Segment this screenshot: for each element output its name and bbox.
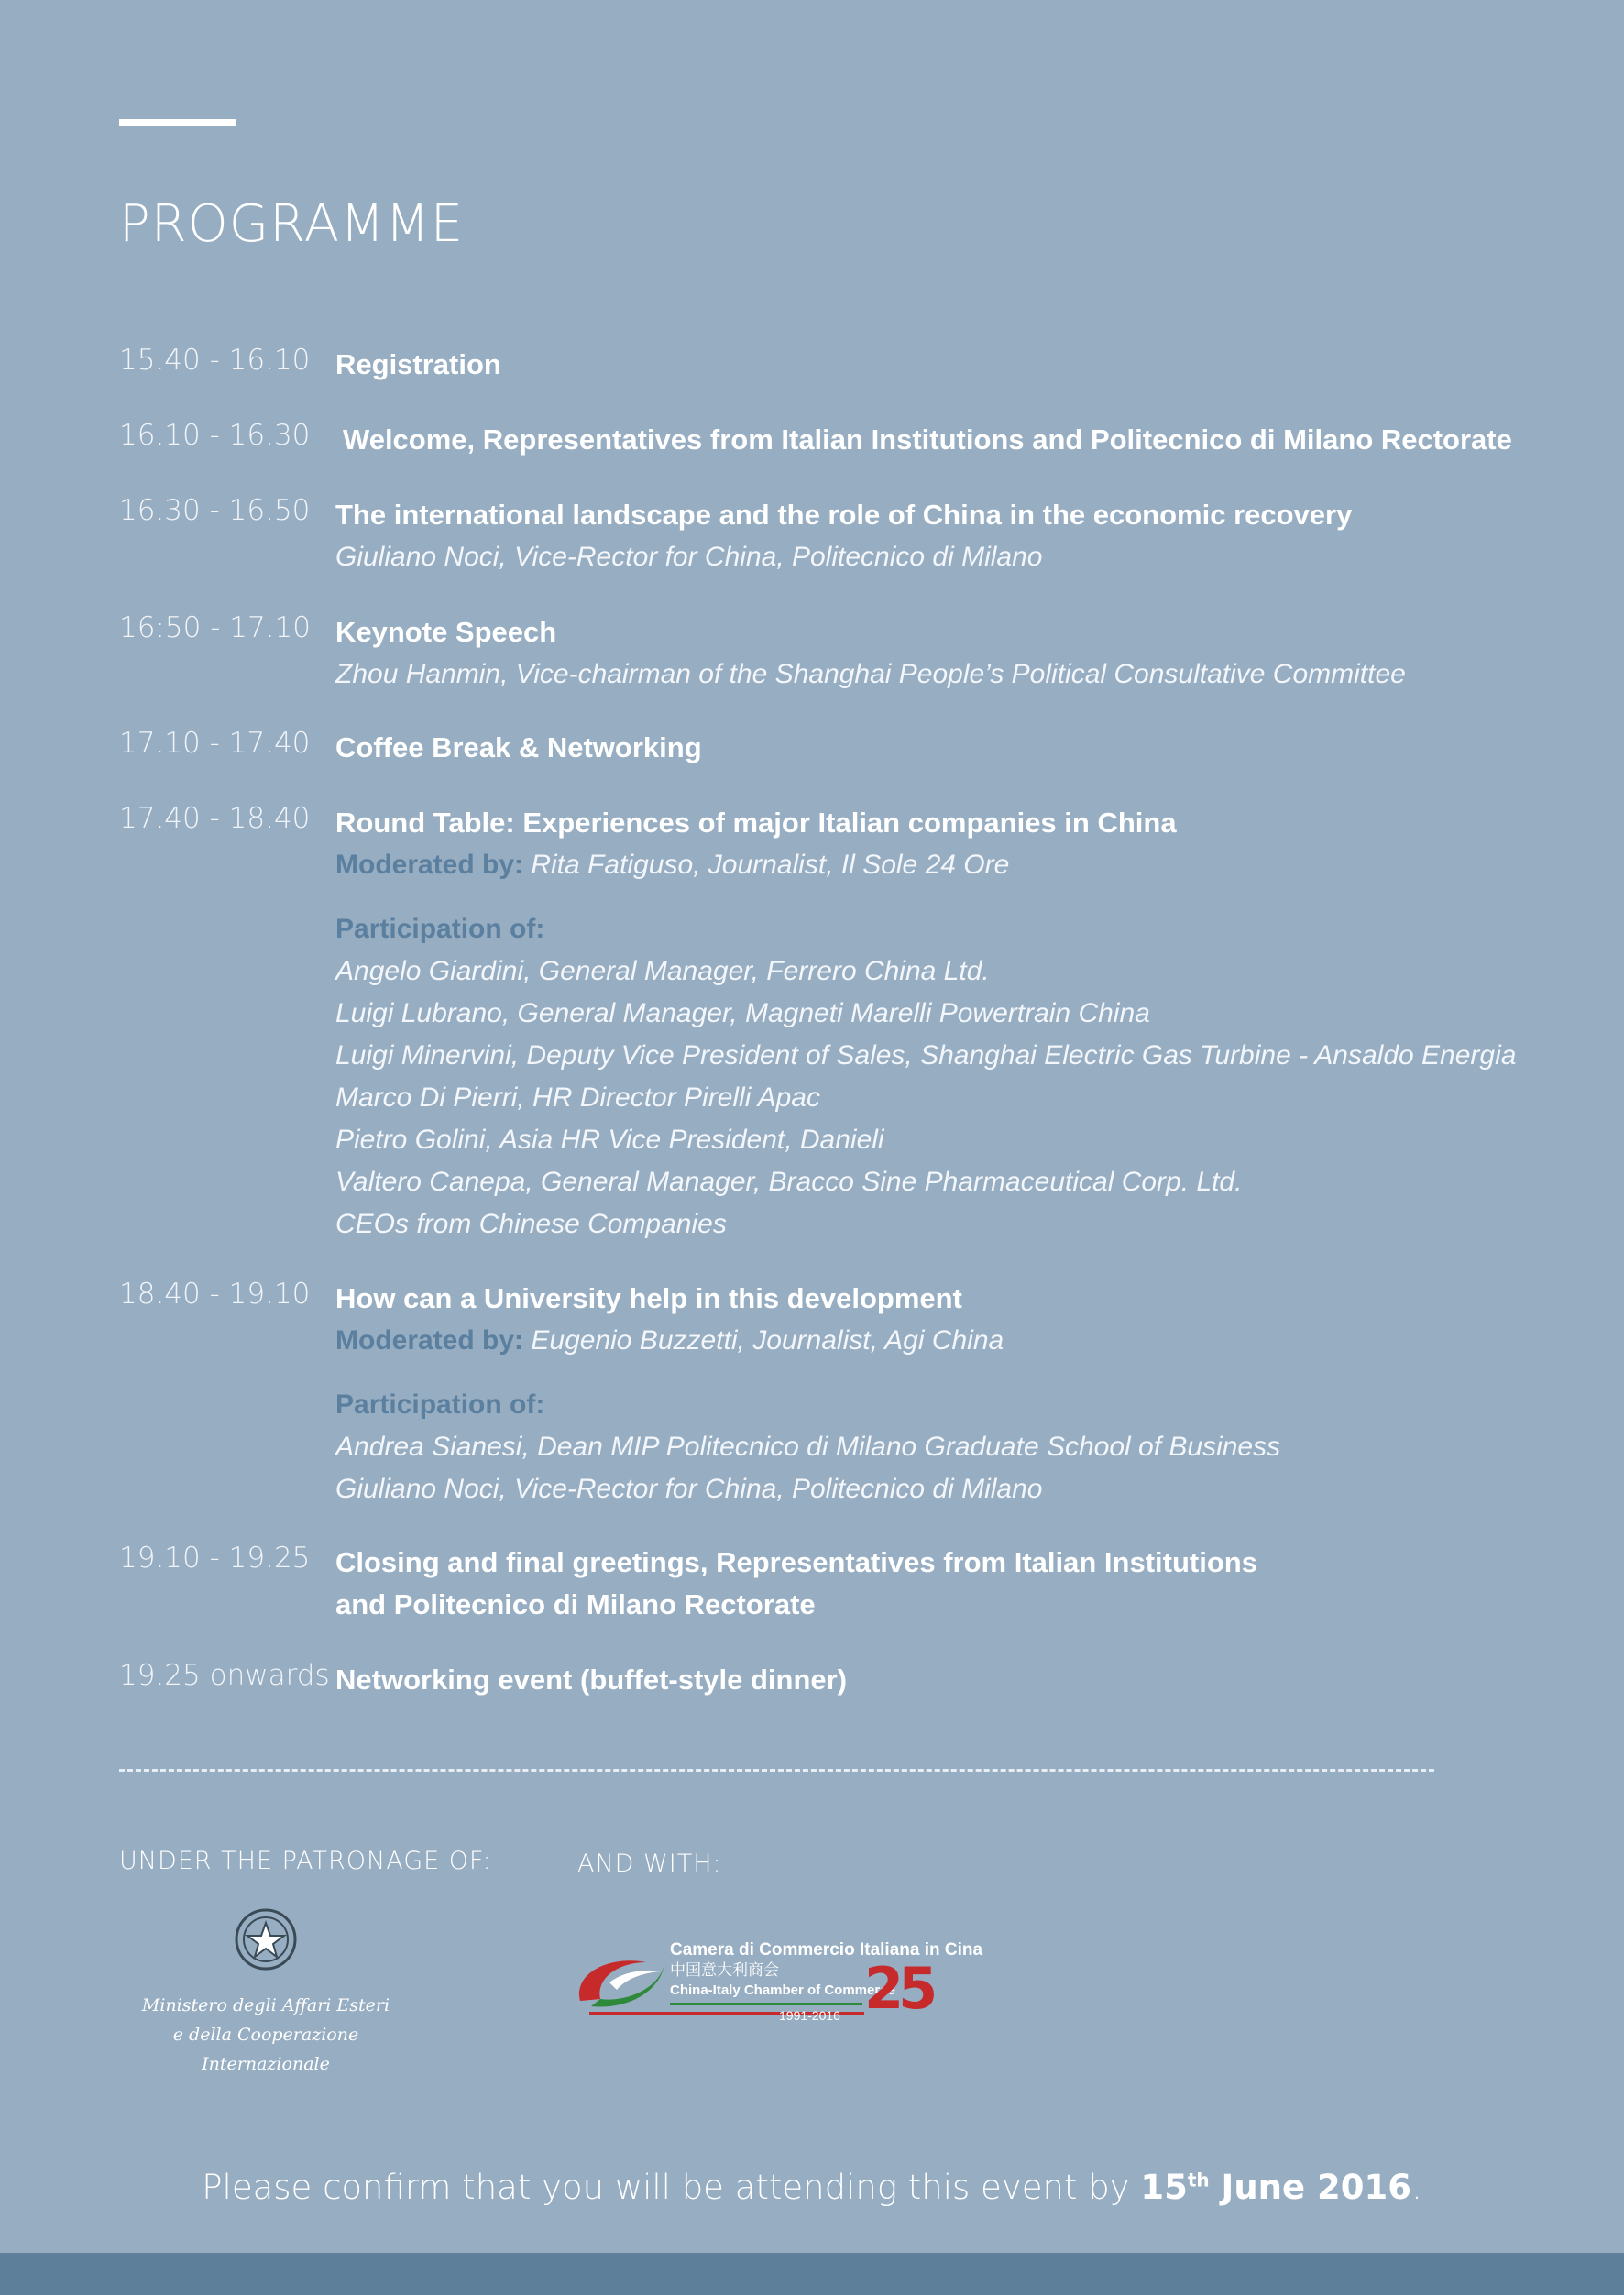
moderator-name: Rita Fatiguso, Journalist, Il Sole 24 Ore: [531, 850, 1010, 880]
chamber-line2: 中国意大利商会: [670, 1961, 779, 1979]
dashed-divider: [119, 1769, 1434, 1772]
row-title: Welcome, Representatives from Italian Institutions and Politecnico di Milano Rectorate: [343, 423, 1512, 456]
participant: Luigi Minervini, Deputy Vice President of Sales, Shanghai Electric Gas Turbine - Ansaldo Energia: [335, 1040, 1517, 1071]
row-moderator: [335, 844, 1554, 886]
confirm-ordinal: th: [1187, 2169, 1210, 2191]
row-moderator: [335, 1320, 1554, 1362]
row-time: 19.25 onwards: [119, 1659, 330, 1692]
chamber-anniversary: 25: [864, 1955, 933, 2022]
confirm-date: [1140, 2168, 1411, 2207]
chamber-years: 1991-2016: [779, 2008, 840, 2023]
chamber-line1: Camera di Commercio Italiana in Cina: [670, 1940, 983, 1960]
footer-bar: [0, 2253, 1624, 2295]
confirm-end: .: [1410, 2168, 1422, 2207]
ministry-line1: Ministero degli Affari Esteri: [141, 1995, 390, 2015]
row-time: 19.10 - 19.25: [119, 1542, 311, 1575]
row-speaker: Giuliano Noci, Vice-Rector for China, Politecnico di Milano: [335, 542, 1043, 572]
row-title-cont: and Politecnico di Milano Rectorate: [335, 1588, 816, 1620]
patronage-label: UNDER THE PATRONAGE OF:: [119, 1847, 492, 1875]
row-title: Closing and final greetings, Representatives from Italian Institutions: [335, 1546, 1257, 1578]
confirm-text: [0, 2168, 1624, 2207]
row-title: Registration: [335, 348, 501, 380]
row-time: 18.40 - 19.10: [119, 1278, 311, 1311]
participant: Valtero Canepa, General Manager, Bracco Sine Pharmaceutical Corp. Ltd.: [335, 1167, 1243, 1197]
participation-label: Participation of:: [335, 914, 545, 944]
ministry-logo: [128, 1906, 403, 2074]
andwith-label: AND WITH:: [577, 1850, 722, 1878]
confirm-month-year: June 2016: [1209, 2168, 1411, 2207]
page-title: PROGRAMME: [119, 194, 465, 254]
participation-label: Participation of:: [335, 1389, 545, 1420]
participant: Andrea Sianesi, Dean MIP Politecnico di Milano Graduate School of Business: [335, 1432, 1281, 1462]
row-time: 15.40 - 16.10: [119, 344, 311, 377]
participant: Marco Di Pierri, HR Director Pirelli Apac: [335, 1082, 820, 1113]
chamber-swoosh-icon: [573, 1946, 674, 2019]
confirm-prefix: Please confirm that you will be attending this event by: [202, 2168, 1141, 2207]
chamber-line3: China-Italy Chamber of Commerce: [670, 1982, 895, 1998]
participant: Giuliano Noci, Vice-Rector for China, Politecnico di Milano: [335, 1474, 1043, 1504]
title-rule: [119, 119, 236, 126]
row-time: 16.30 - 16.50: [119, 494, 311, 527]
moderator-name: Eugenio Buzzetti, Journalist, Agi China: [531, 1325, 1004, 1356]
participant: Pietro Golini, Asia HR Vice President, Danieli: [335, 1125, 884, 1155]
moderated-label: Moderated by:: [335, 1325, 524, 1356]
row-time: 17.40 - 18.40: [119, 802, 311, 835]
row-time: 16:50 - 17.10: [119, 611, 311, 644]
row-title: Round Table: Experiences of major Italian companies in China: [335, 807, 1177, 839]
row-speaker: Zhou Hanmin, Vice-chairman of the Shanghai People’s Political Consultative Committee: [335, 659, 1406, 689]
participant: Angelo Giardini, General Manager, Ferrero China Ltd.: [335, 956, 990, 986]
row-title: The international landscape and the role of China in the economic recovery: [335, 499, 1353, 531]
row-title: Coffee Break & Networking: [335, 731, 702, 763]
chamber-green-line: [670, 2003, 862, 2005]
row-time: 17.10 - 17.40: [119, 727, 311, 760]
row-time: 16.10 - 16.30: [119, 419, 311, 452]
participant: CEOs from Chinese Companies: [335, 1209, 727, 1239]
row-title: Keynote Speech: [335, 616, 557, 648]
participant: Luigi Lubrano, General Manager, Magneti Marelli Powertrain China: [335, 998, 1150, 1028]
chamber-logo: [573, 1938, 983, 2030]
moderated-label: Moderated by:: [335, 850, 524, 880]
confirm-day: 15: [1140, 2168, 1188, 2207]
row-title: Networking event (buffet-style dinner): [335, 1664, 848, 1696]
ministry-line2: e della Cooperazione Internazionale: [172, 2025, 359, 2074]
row-title: How can a University help in this development: [335, 1282, 962, 1314]
